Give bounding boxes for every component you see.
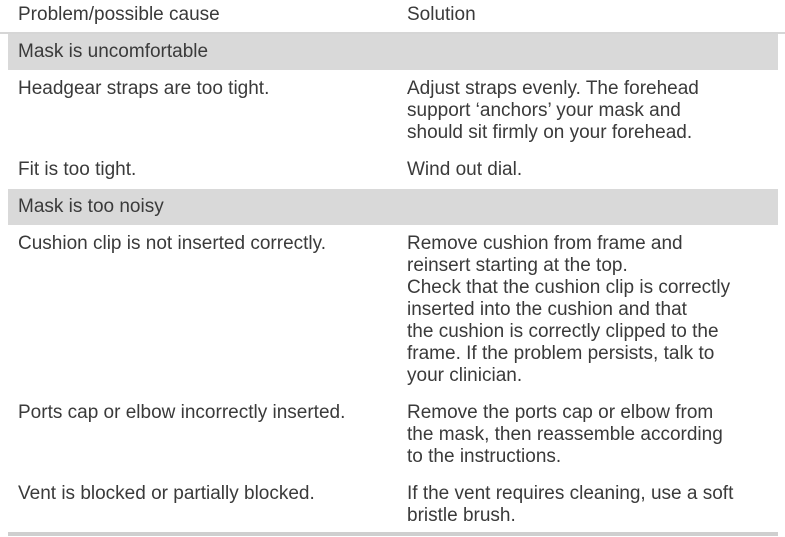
cause-cell: Vent is blocked or partially blocked. [18,483,315,504]
table-header [0,0,785,34]
solution-cell: Adjust straps evenly. The forehead support ‘anchors’ your mask and should sit firmly on your forehead. [407,78,699,143]
solution-cell: Remove the ports cap or elbow from the mask, then reassemble according to the instructions. [407,402,723,467]
section-title: Mask is uncomfortable [18,41,209,62]
table-bottom-rule [8,532,778,536]
cause-cell: Headgear straps are too tight. [18,78,270,99]
header-solution: Solution [407,4,476,25]
section-title: Mask is too noisy [18,196,164,217]
section-heading [8,189,778,225]
cause-cell: Ports cap or elbow incorrectly inserted. [18,402,346,423]
solution-cell: Wind out dial. [407,159,523,180]
solution-cell: If the vent requires cleaning, use a soft bristle brush. [407,483,734,526]
header-problem-cause: Problem/possible cause [18,4,220,25]
section-heading [8,34,778,70]
solution-cell: Remove cushion from frame and reinsert starting at the top. Check that the cushion clip is correctly inserted into the cushion and that the cushion is correctly clipped to the frame. If the problem persists, talk to your clinician. [407,233,731,386]
cause-cell: Fit is too tight. [18,159,137,180]
cause-cell: Cushion clip is not inserted correctly. [18,233,326,254]
